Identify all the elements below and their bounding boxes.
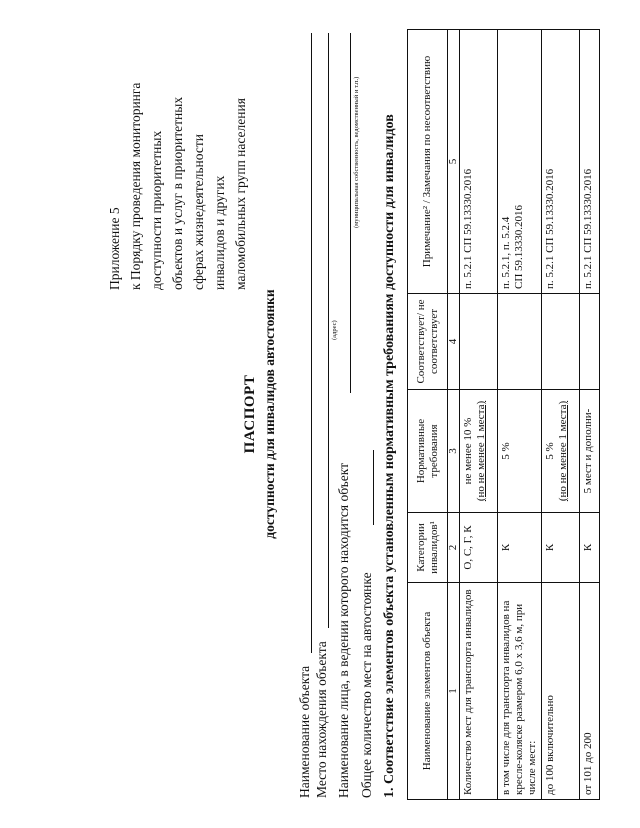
note bbox=[542, 30, 580, 294]
column-number: 5 bbox=[448, 30, 460, 294]
appendix-line: Приложение 5 bbox=[107, 207, 122, 290]
requirement bbox=[460, 390, 498, 513]
disability-category: К bbox=[580, 513, 600, 583]
requirement-line: (но не менее 1 места) bbox=[475, 400, 487, 502]
note-line: п. 5.2.1 СП 59.13330.2016 bbox=[582, 168, 594, 289]
requirement-line: (но не менее 1 места) bbox=[557, 400, 569, 502]
document-subtitle: доступности для инвалидов автостоянки bbox=[262, 289, 277, 539]
table-row bbox=[580, 30, 600, 800]
field-location: Место нахождения объекта bbox=[314, 641, 329, 798]
disability-category: О, С, Г, К bbox=[460, 513, 498, 583]
header-cell: Соответствует/ не соответствует bbox=[408, 294, 448, 390]
requirement bbox=[542, 390, 580, 513]
note-line: п. 5.2.1 СП 59.13330.2016 bbox=[462, 168, 474, 289]
note-line: п. 5.2.1, п. 5.2.4 bbox=[500, 216, 512, 289]
appendix-line: к Порядку проведения мониторинга bbox=[128, 82, 143, 290]
appendix-line: доступности приоритетных bbox=[149, 130, 164, 290]
section-title: 1. Соответствие элементов объекта установленным нормативным требованиям доступности для инвалидов bbox=[382, 114, 397, 798]
header-cell: Нормативные требования bbox=[408, 390, 448, 513]
appendix-block bbox=[104, 10, 251, 290]
header-cell: Категории инвалидов¹ bbox=[408, 513, 448, 583]
disability-category: К bbox=[498, 513, 542, 583]
requirement-line: 5 % bbox=[544, 442, 556, 460]
underline bbox=[328, 33, 329, 628]
ownership-caption: (муниципальная собственность, ведомственный и т.п.) bbox=[353, 76, 360, 228]
header-cell: Примечание² / Замечания по несоответствию bbox=[408, 30, 448, 294]
requirement bbox=[498, 390, 542, 513]
underline bbox=[311, 33, 312, 653]
requirement-line: 5 мест и дополни- bbox=[582, 408, 594, 494]
note bbox=[580, 30, 600, 294]
element-name: от 101 до 200 bbox=[580, 583, 600, 800]
disability-category: К bbox=[542, 513, 580, 583]
requirement-line: 5 % bbox=[500, 442, 512, 460]
column-number: 1 bbox=[448, 583, 460, 800]
column-number: 4 bbox=[448, 294, 460, 390]
table-row bbox=[542, 30, 580, 800]
table-row bbox=[498, 30, 542, 800]
note bbox=[460, 30, 498, 294]
field-total-places: Общее количество мест на автостоянке bbox=[359, 572, 374, 798]
underline bbox=[350, 33, 351, 393]
address-caption: (адрес) bbox=[331, 320, 338, 340]
appendix-line: сферах жизнедеятельности bbox=[191, 134, 206, 290]
element-name: в том числе для транспорта инвалидов на кресле-коляске размером 6,0 х 3,6 м, при числе мест: bbox=[498, 583, 542, 800]
requirement bbox=[580, 390, 600, 513]
note-line: СП 59.13330.2016 bbox=[513, 204, 525, 289]
table-header-row bbox=[408, 30, 448, 800]
element-name: до 100 включительно bbox=[542, 583, 580, 800]
appendix-line: маломобильных групп населения bbox=[233, 98, 248, 290]
compliance-status bbox=[460, 294, 498, 390]
header-cell: Наименование элементов объекта bbox=[408, 583, 448, 800]
appendix-line: объектов и услуг в приоритетных bbox=[170, 96, 185, 290]
column-number: 2 bbox=[448, 513, 460, 583]
compliance-status bbox=[498, 294, 542, 390]
table-row bbox=[460, 30, 498, 800]
field-object-name: Наименование объекта bbox=[297, 665, 312, 798]
column-number: 3 bbox=[448, 390, 460, 513]
note bbox=[498, 30, 542, 294]
requirement-line: не менее 10 % bbox=[462, 417, 474, 485]
element-name: Количество мест для транспорта инвалидов bbox=[460, 583, 498, 800]
document-title: ПАСПОРТ bbox=[242, 374, 258, 454]
underline bbox=[373, 450, 374, 525]
field-owner: Наименование лица, в ведении которого находится объект bbox=[336, 462, 351, 798]
appendix-line: инвалидов и других bbox=[212, 175, 227, 290]
column-number-row bbox=[448, 30, 460, 800]
compliance-table bbox=[407, 29, 600, 800]
note-line: п. 5.2.1 СП 59.13330.2016 bbox=[544, 168, 556, 289]
compliance-status bbox=[542, 294, 580, 390]
compliance-status bbox=[580, 294, 600, 390]
